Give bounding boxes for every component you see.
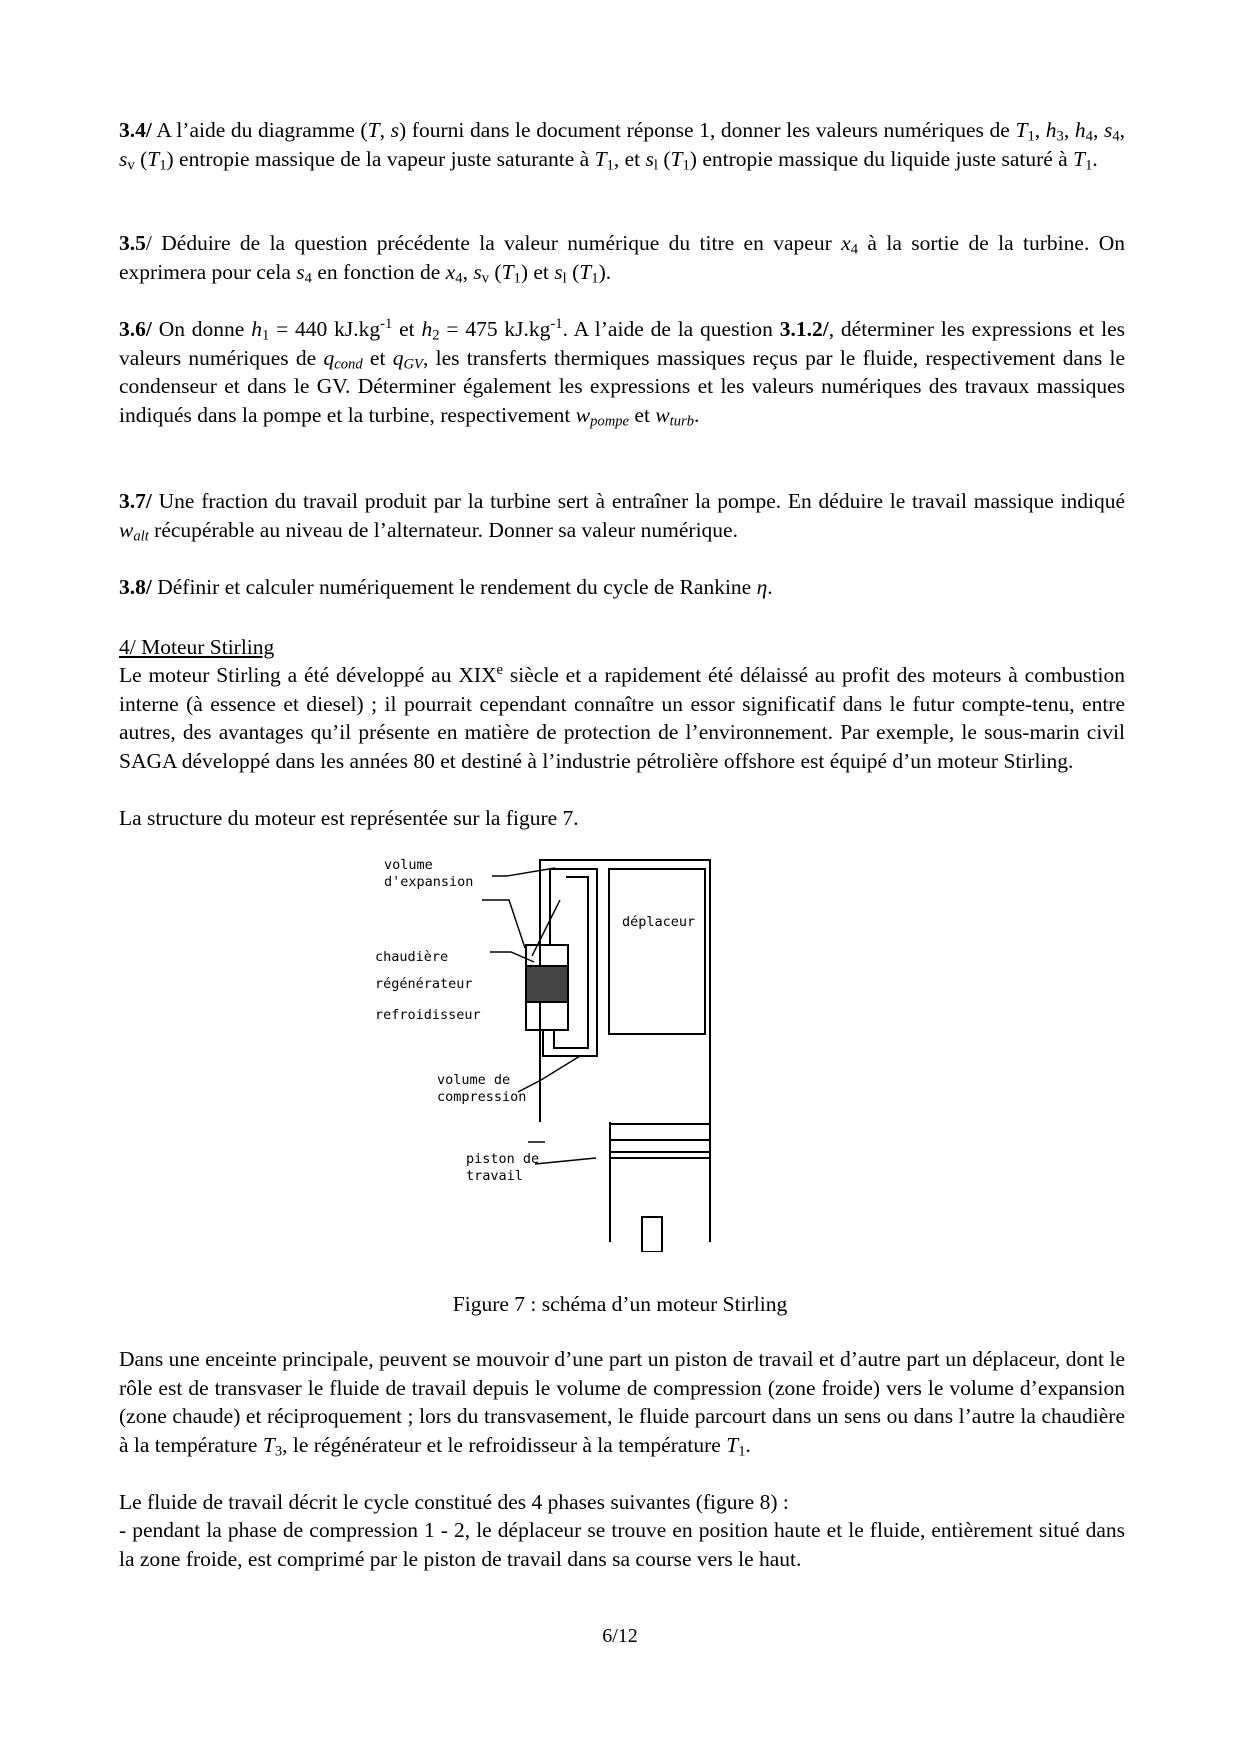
leader-chaudiere <box>490 952 534 962</box>
symbol: h <box>1074 118 1086 142</box>
text: , <box>1092 118 1104 142</box>
text: siècle et a rapidement été délaissé au profit des moteurs à combustion interne (à essence et diesel) ; il pourrait cependant connaître un essor significatif dans le futur compte-tenu, entre autres, des avantages qu’il présente en matière de protection de l’environnement. Par exemple, le sous-marin civil SAGA développé dans les années 80 et destiné à l’industrie pétrolière offshore est équipé d’un moteur Stirling. <box>119 663 1125 773</box>
section-4-paragraph <box>119 661 1125 775</box>
subscript: 1 <box>591 270 599 287</box>
question-3-5 <box>119 229 1125 286</box>
text: ). <box>598 259 612 284</box>
symbol: η <box>756 575 768 599</box>
text: , <box>1063 118 1075 142</box>
subscript: 4 <box>1112 128 1120 145</box>
superscript: -1 <box>380 315 393 332</box>
subscript: 3 <box>1056 128 1064 145</box>
label-piston-2: travail <box>466 1168 523 1184</box>
text: , le régénérateur et le refroidisseur à la température <box>282 1432 727 1457</box>
symbol: w <box>575 402 591 427</box>
label-volume-expansion-2: d'expansion <box>384 874 474 890</box>
text: Une fraction du travail produit par la turbine sert à entraîner la pompe. En déduire le travail massique indiqué <box>151 489 1125 513</box>
symbol: x <box>445 259 456 284</box>
label-regenerateur: régénérateur <box>375 976 473 992</box>
text: et <box>362 345 393 370</box>
figure-caption: Figure 7 : schéma d’un moteur Stirling <box>452 1292 788 1316</box>
subscript: 4 <box>1085 128 1093 145</box>
text: ( <box>657 146 671 171</box>
symbol: s <box>554 259 563 284</box>
text: ( <box>489 259 502 284</box>
displacer-shape <box>609 869 705 1034</box>
subscript: turb <box>669 413 695 430</box>
text: / Déduire de la question précédente la valeur numérique du titre en vapeur <box>145 231 842 255</box>
leader-chaudiere-up <box>532 900 560 956</box>
regenerator-hatch <box>527 967 567 1001</box>
subscript: 4 <box>304 270 312 287</box>
text: ) entropie massique du liquide juste saturé à <box>689 146 1074 171</box>
text: . <box>694 402 700 427</box>
text: , <box>462 259 474 284</box>
symbol: w <box>119 517 134 542</box>
leader-volume-expansion <box>492 868 555 876</box>
symbol: s <box>390 118 399 142</box>
label-volume-compression-1: volume de <box>437 1072 511 1088</box>
symbol: q <box>323 345 335 370</box>
text: , déterminer les expressions et les valeurs numériques de <box>119 317 1125 370</box>
symbol: T <box>367 118 380 142</box>
subscript: 1 <box>261 327 270 344</box>
text: ) <box>520 259 529 284</box>
description-paragraph <box>119 1345 1125 1459</box>
text: et <box>528 259 555 284</box>
text: . <box>767 575 773 599</box>
symbol: h <box>251 317 262 341</box>
question-number: 3.8/ <box>119 575 152 599</box>
text: , <box>1119 118 1126 142</box>
question-3-7 <box>119 487 1125 544</box>
subscript: 1 <box>159 157 167 174</box>
text: , les transferts thermiques massiques reçus par le fluide, respectivement dans le condenseur et dans le GV. Déterminer également les expressions et les valeurs numériques des travaux massiques indiqués dans la pompe et la turbine, respectivement <box>119 345 1125 427</box>
compression-phase: - pendant la phase de compression 1 - 2, le déplaceur se trouve en position haute et le fluide, entièrement situé dans la zone froide, est comprimé par le piston de travail dans sa course vers le haut. <box>119 1518 1125 1571</box>
superscript: e <box>496 661 504 678</box>
subscript: 1 <box>738 1443 746 1460</box>
section-heading: 4/ Moteur Stirling <box>119 635 275 659</box>
subscript: 1 <box>513 270 521 287</box>
piston-rod <box>642 1217 662 1252</box>
label-volume-expansion-1: volume <box>384 857 433 873</box>
text: A l’aide du diagramme ( <box>151 118 368 142</box>
text: . A l’aide de la question <box>562 317 780 341</box>
label-piston-1: piston de <box>466 1151 540 1167</box>
text: en fonction de <box>311 259 446 284</box>
text: Dans une enceinte principale, peuvent se mouvoir d’une part un piston de travail et d’autre part un déplaceur, dont le rôle est de transvaser le fluide de travail depuis le volume de compression (zone froide) vers le volume d’expansion (zone chaude) et réciproquement ; lors du transvasement, le fluide parcourt dans un sens ou dans l’autre la chaudière à la température <box>119 1347 1125 1457</box>
text: récupérable au niveau de l’alternateur. Donner sa valeur numérique. <box>148 517 738 542</box>
text: ( <box>566 259 580 284</box>
stirling-engine-diagram <box>410 852 740 1252</box>
text: = 475 kJ.kg <box>439 317 551 341</box>
subscript: 2 <box>432 327 440 344</box>
symbol: h <box>421 317 433 341</box>
text: On donne <box>151 317 252 341</box>
subscript: 1 <box>1085 157 1093 174</box>
subscript: v <box>127 157 135 174</box>
symbol: q <box>392 345 404 370</box>
text: Le moteur Stirling a été développé au XIX <box>119 663 497 687</box>
symbol: T <box>501 259 514 284</box>
symbol: T <box>147 146 160 171</box>
symbol: T <box>594 146 607 171</box>
text: ) fourni dans le document réponse 1, donner les valeurs numériques de <box>398 118 1016 142</box>
symbol: s <box>473 259 482 284</box>
subscript: l <box>562 270 567 287</box>
subscript: 1 <box>682 157 690 174</box>
symbol: s <box>296 259 305 284</box>
symbol: T <box>262 1432 275 1457</box>
leader-volume-compression <box>518 1056 580 1092</box>
duct-inner-left <box>550 869 556 945</box>
section-4-figure-intro: La structure du moteur est représentée sur la figure 7. <box>119 806 579 830</box>
subscript: 4 <box>455 270 463 287</box>
symbol: T <box>579 259 592 284</box>
question-3-6 <box>119 315 1125 429</box>
label-refroidisseur: refroidisseur <box>375 1007 481 1023</box>
subscript: GV <box>403 356 423 373</box>
text: = 440 kJ.kg <box>269 317 381 341</box>
question-number: 3.6/ <box>119 317 152 341</box>
label-chaudiere: chaudière <box>375 949 449 965</box>
symbol: s <box>119 146 128 171</box>
subscript: alt <box>133 528 149 545</box>
text: , et <box>613 146 646 171</box>
question-number: 3.7/ <box>119 489 152 513</box>
question-number: 3.5 <box>119 231 146 255</box>
label-deplaceur: déplaceur <box>622 914 696 930</box>
leader-expansion-extra <box>482 900 525 948</box>
text: . <box>745 1432 751 1457</box>
page-number: 6/12 <box>602 1625 638 1647</box>
text: à la sortie de la turbine. On exprimera pour cela <box>119 231 1126 284</box>
subscript: v <box>481 270 490 287</box>
symbol: T <box>670 146 683 171</box>
subscript: 4 <box>850 241 859 258</box>
text: et <box>392 317 422 341</box>
subscript: pompe <box>590 413 630 430</box>
text: . <box>1092 146 1098 171</box>
symbol: s <box>1103 118 1113 142</box>
subscript: 1 <box>606 157 614 174</box>
text: Définir et calculer numériquement le rendement du cycle de Rankine <box>151 575 757 599</box>
subscript: cond <box>334 356 363 373</box>
subscript: l <box>653 157 658 174</box>
text: , <box>379 118 391 142</box>
stirling-engine-figure <box>375 852 740 1252</box>
text: et <box>629 402 656 427</box>
question-reference: 3.1.2/ <box>779 317 829 341</box>
superscript: -1 <box>550 315 563 332</box>
symbol: T <box>1015 118 1028 142</box>
symbol: T <box>726 1432 739 1457</box>
symbol: h <box>1045 118 1057 142</box>
subscript: 3 <box>274 1443 283 1460</box>
symbol: w <box>655 402 670 427</box>
question-3-8 <box>119 573 1125 602</box>
cycle-intro: Le fluide de travail décrit le cycle constitué des 4 phases suivantes (figure 8) : <box>119 1490 789 1514</box>
question-3-4 <box>119 116 1125 173</box>
symbol: T <box>1073 146 1086 171</box>
leader-piston <box>535 1158 596 1164</box>
text: ( <box>134 146 148 171</box>
text: , <box>1034 118 1046 142</box>
subscript: 1 <box>1027 128 1035 145</box>
question-number: 3.4/ <box>119 118 152 142</box>
label-volume-compression-2: compression <box>437 1089 527 1105</box>
symbol: s <box>645 146 654 171</box>
text: ) entropie massique de la vapeur juste saturante à <box>166 146 595 171</box>
symbol: x <box>841 231 851 255</box>
